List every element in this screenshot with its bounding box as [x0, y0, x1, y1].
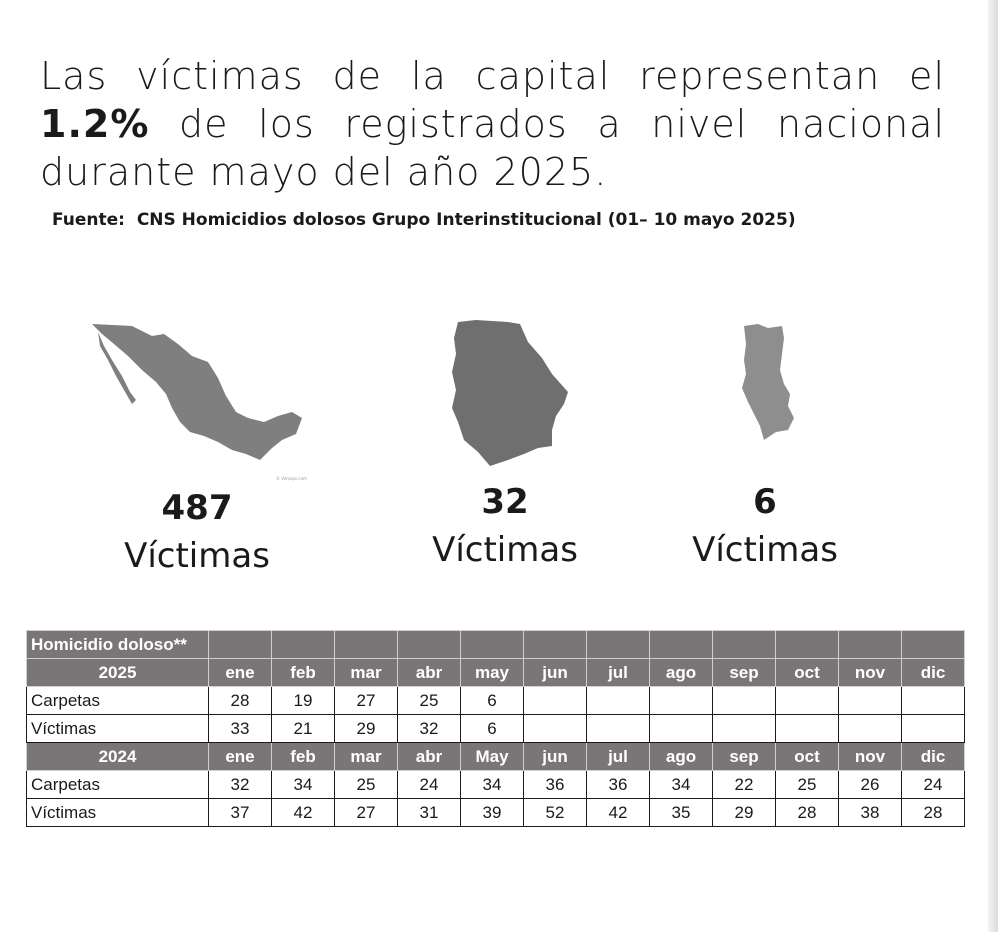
table-cell: 42 — [272, 799, 335, 827]
stat-state-label: Víctimas — [432, 530, 578, 570]
month-header: ene — [209, 743, 272, 771]
stat-state-value: 32 — [481, 482, 529, 522]
table-cell: 24 — [398, 771, 461, 799]
table-cell: 36 — [524, 771, 587, 799]
table-header-blank — [461, 631, 524, 659]
month-header: ago — [650, 743, 713, 771]
table-cell: 24 — [902, 771, 965, 799]
svg-text:© Vemaps.com: © Vemaps.com — [276, 476, 307, 481]
table-cell: 37 — [209, 799, 272, 827]
table-cell: 34 — [272, 771, 335, 799]
month-header: ago — [650, 659, 713, 687]
source-line — [52, 210, 796, 230]
headline-percentage: 1.2% — [40, 102, 150, 146]
table-cell: 27 — [335, 799, 398, 827]
table-cell: 34 — [461, 771, 524, 799]
table-row — [27, 799, 965, 827]
month-header: oct — [776, 659, 839, 687]
table-cell: 28 — [209, 687, 272, 715]
table-cell — [776, 687, 839, 715]
table-cell: 33 — [209, 715, 272, 743]
table-cell: 22 — [713, 771, 776, 799]
table-cell: 6 — [461, 715, 524, 743]
table-cell: 32 — [398, 715, 461, 743]
table-cell — [776, 715, 839, 743]
table-cell — [713, 715, 776, 743]
table-cell: 42 — [587, 799, 650, 827]
stat-national — [67, 488, 327, 576]
month-header: dic — [902, 659, 965, 687]
month-header: nov — [839, 743, 902, 771]
table-header-blank — [335, 631, 398, 659]
table-cell — [650, 687, 713, 715]
table-cell: 28 — [902, 799, 965, 827]
table-cell — [650, 715, 713, 743]
month-header: oct — [776, 743, 839, 771]
table-cell: 29 — [335, 715, 398, 743]
table-title: Homicidio doloso** — [27, 631, 209, 659]
mexico-map-icon — [86, 320, 308, 485]
month-header: abr — [398, 743, 461, 771]
month-header: sep — [713, 743, 776, 771]
month-header: nov — [839, 659, 902, 687]
table-cell: 36 — [587, 771, 650, 799]
table-row — [27, 687, 965, 715]
municipality-map-icon — [738, 322, 800, 442]
row-label: Víctimas — [27, 715, 209, 743]
month-header: jun — [524, 659, 587, 687]
table-cell: 6 — [461, 687, 524, 715]
table-cell: 27 — [335, 687, 398, 715]
month-header: jul — [587, 743, 650, 771]
headline-rest: de los registrados a nivel nacional durante mayo del año 2025. — [40, 102, 945, 194]
table-cell: 25 — [335, 771, 398, 799]
homicide-table — [26, 630, 965, 827]
stat-state — [375, 482, 635, 570]
table-cell: 25 — [776, 771, 839, 799]
row-label: Carpetas — [27, 771, 209, 799]
table-cell — [587, 687, 650, 715]
table-cell — [587, 715, 650, 743]
month-header: dic — [902, 743, 965, 771]
table-cell: 32 — [209, 771, 272, 799]
month-header: abr — [398, 659, 461, 687]
month-header: jul — [587, 659, 650, 687]
page-edge-shadow — [988, 0, 998, 932]
source-text: CNS Homicidios dolosos Grupo Interinstitucional (01– 10 mayo 2025) — [136, 210, 796, 230]
table-header-blank — [650, 631, 713, 659]
table-cell — [902, 687, 965, 715]
stat-capital — [635, 482, 895, 570]
table-cell: 38 — [839, 799, 902, 827]
month-header: mar — [335, 659, 398, 687]
table-cell — [713, 687, 776, 715]
month-header: feb — [272, 659, 335, 687]
table-cell: 19 — [272, 687, 335, 715]
month-header: sep — [713, 659, 776, 687]
table-cell: 39 — [461, 799, 524, 827]
table-title-row — [27, 631, 965, 659]
month-header: mar — [335, 743, 398, 771]
table-header-blank — [902, 631, 965, 659]
table-header-blank — [587, 631, 650, 659]
table-year-header-row — [27, 659, 965, 687]
row-label: Carpetas — [27, 687, 209, 715]
table-header-blank — [776, 631, 839, 659]
month-header: ene — [209, 659, 272, 687]
table-cell — [524, 687, 587, 715]
stat-capital-label: Víctimas — [692, 530, 838, 570]
headline-text: Las víctimas de la capital representan el — [40, 54, 945, 98]
table-header-blank — [209, 631, 272, 659]
table-cell: 25 — [398, 687, 461, 715]
table-cell: 29 — [713, 799, 776, 827]
table-header-blank — [713, 631, 776, 659]
month-header: may — [461, 659, 524, 687]
table-cell: 52 — [524, 799, 587, 827]
table-year-header-row — [27, 743, 965, 771]
table-cell: 35 — [650, 799, 713, 827]
table-header-blank — [398, 631, 461, 659]
table-row — [27, 771, 965, 799]
headline — [40, 52, 945, 196]
state-map-icon — [448, 318, 574, 470]
table-cell: 26 — [839, 771, 902, 799]
month-header: jun — [524, 743, 587, 771]
table-cell — [839, 715, 902, 743]
table-cell — [839, 687, 902, 715]
source-label: Fuente: — [52, 210, 125, 230]
table-header-blank — [272, 631, 335, 659]
table-cell: 28 — [776, 799, 839, 827]
table-cell: 21 — [272, 715, 335, 743]
year-header: 2024 — [27, 743, 209, 771]
stat-capital-value: 6 — [753, 482, 777, 522]
table-cell: 34 — [650, 771, 713, 799]
table-header-blank — [839, 631, 902, 659]
table-header-blank — [524, 631, 587, 659]
month-header: May — [461, 743, 524, 771]
year-header: 2025 — [27, 659, 209, 687]
month-header: feb — [272, 743, 335, 771]
row-label: Víctimas — [27, 799, 209, 827]
stat-national-value: 487 — [161, 488, 233, 528]
table-cell — [902, 715, 965, 743]
table-row — [27, 715, 965, 743]
table-cell — [524, 715, 587, 743]
table-cell: 31 — [398, 799, 461, 827]
stat-national-label: Víctimas — [124, 536, 270, 576]
